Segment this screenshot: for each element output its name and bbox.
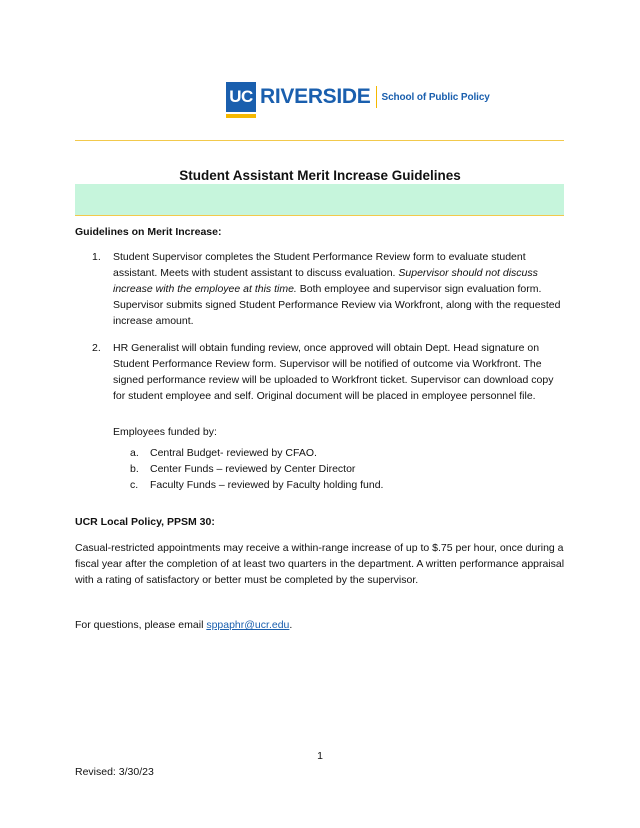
logo-school-name: School of Public Policy (381, 91, 490, 103)
funded-item: a. Central Budget- reviewed by CFAO. (130, 447, 317, 459)
guideline-item-2 (92, 340, 567, 404)
logo-divider (376, 86, 377, 108)
policy-heading: UCR Local Policy, PPSM 30: (75, 516, 215, 528)
page-number: 1 (317, 750, 323, 762)
policy-text: Casual-restricted appointments may receive a within-range increase of up to $.75 per hour, once during a fiscal year after the completion of at least two quarters in the department. A written performance appraisal with a rating of satisfactory or better must be completed by the supervisor. (75, 542, 565, 586)
header-rule (75, 140, 564, 141)
item-number: 1. (92, 251, 101, 263)
logo-riverside: RIVERSIDE (260, 85, 371, 108)
funded-item: c. Faculty Funds – reviewed by Faculty holding fund. (130, 479, 384, 491)
title-band (75, 184, 564, 216)
item-text: Student Supervisor completes the Student Performance Review form to evaluate student assistant. Meets with student assistant to discuss evaluation. Supervisor should not discuss increase with the employee at this time. Both employee and supervisor sign evaluation form. Supervisor submits signed Student Performance Review via Workfront, along with the requested increase amount. (113, 251, 561, 327)
guideline-item-1 (92, 249, 567, 329)
guidelines-heading: Guidelines on Merit Increase: (75, 226, 222, 238)
item-text: HR Generalist will obtain funding review, once approved will obtain Dept. Head signature on Student Performance Review form. Supervisor will be notified of outcome via Workfront. The signed performance review will be uploaded to Workfront ticket. Supervisor can download copy for student employee and self. Original document will be placed in employee personnel file. (113, 342, 554, 402)
funded-by-label: Employees funded by: (113, 426, 217, 438)
ucr-logo (226, 78, 490, 116)
revised-date: Revised: 3/30/23 (75, 766, 154, 778)
item-number: 2. (92, 342, 101, 354)
funded-item: b. Center Funds – reviewed by Center Director (130, 463, 356, 475)
page-title: Student Assistant Merit Increase Guidelines (179, 168, 461, 183)
uc-mark: UC (226, 82, 256, 112)
email-link[interactable]: sppaphr@ucr.edu (206, 619, 290, 631)
questions-line: For questions, please email sppaphr@ucr.edu. (75, 619, 293, 631)
